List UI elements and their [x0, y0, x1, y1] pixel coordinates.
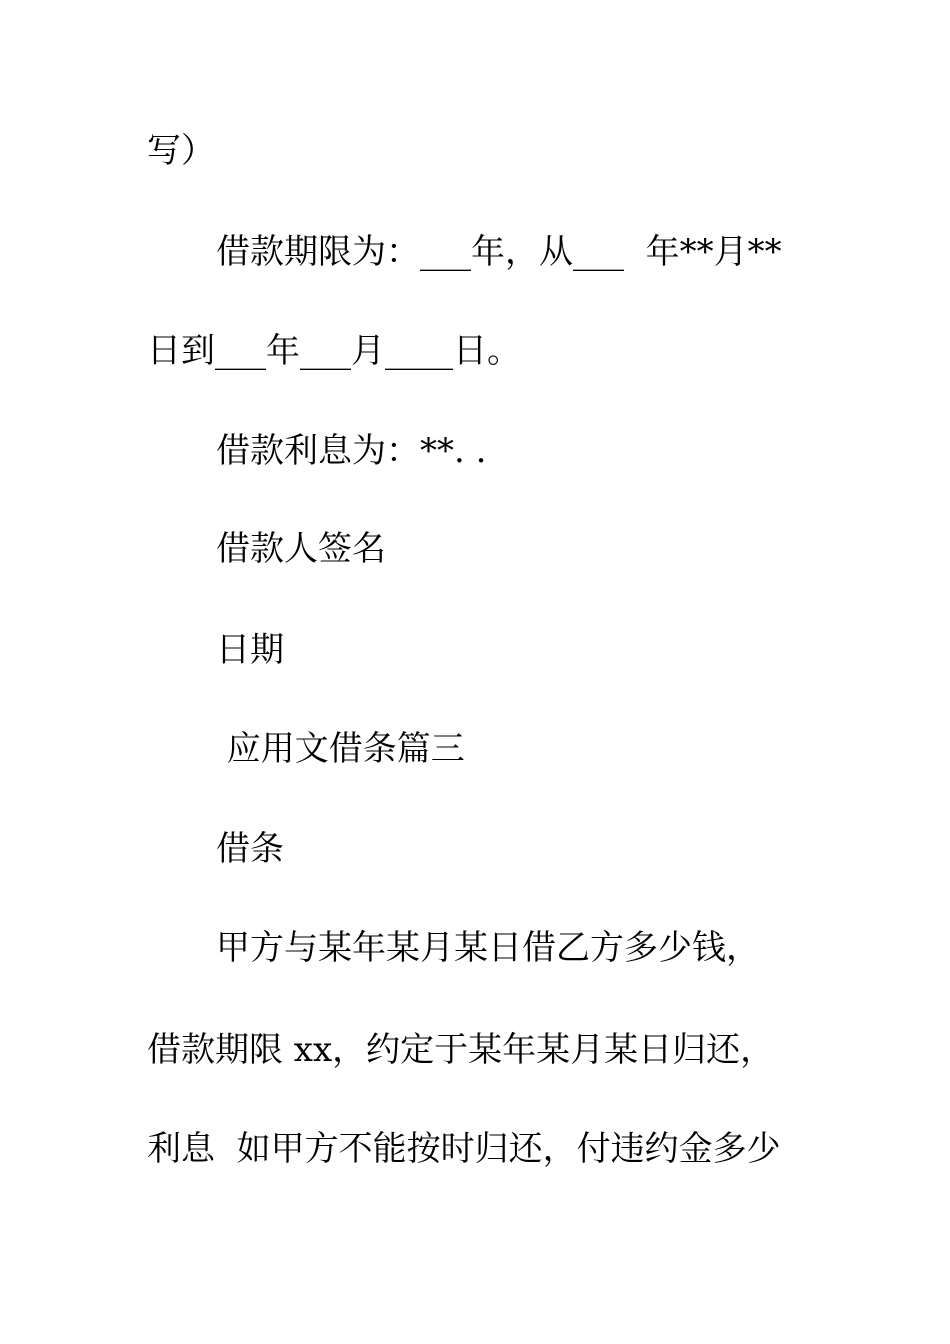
text-line-loan-term: 借款期限为：___年，从___ 年**月** [216, 232, 782, 272]
text-line-continuation: 写） [147, 131, 215, 171]
text-line-paragraph-1: 甲方与某年某月某日借乙方多少钱， [216, 928, 760, 968]
text-line-borrower-signature: 借款人签名 [216, 529, 386, 569]
text-line-paragraph-2: 借款期限 xx，约定于某年某月某日归还， [147, 1030, 775, 1070]
text-line-loan-dates: 日到___年___月____日。 [147, 331, 521, 371]
text-line-interest: 借款利息为：**. . [216, 431, 487, 471]
text-line-date: 日期 [216, 630, 284, 670]
section-heading: 应用文借条篇三 [216, 729, 465, 769]
text-line-paragraph-3: 利息 如甲方不能按时归还，付违约金多少 [147, 1129, 781, 1169]
document-title: 借条 [216, 829, 284, 869]
